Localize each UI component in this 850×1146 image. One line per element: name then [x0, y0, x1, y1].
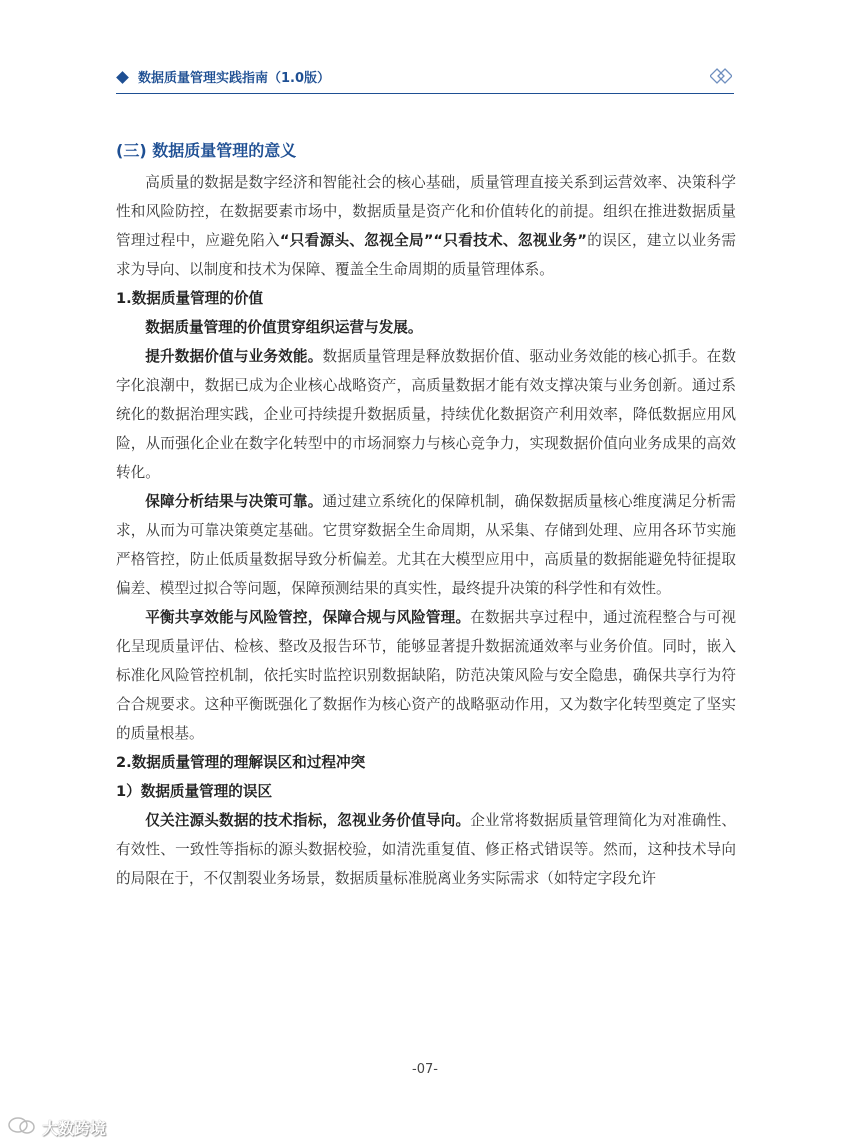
misconception-text: 企业常将数据质量管理简化为对准确性、有效性、一致性等指标的源头数据校验，如清洗重复值、修正格式错误等。然而，这种技术导向的局限在于，不仅割裂业务场景，数据质量标准脱离业务实际需求（如特定字段允许 — [116, 812, 736, 887]
header-title: 数据质量管理实践指南（1.0版） — [138, 71, 331, 86]
value-paragraph-2 — [116, 487, 736, 603]
intro-text-2: 的误区，建立以业务需求为导向、以制度和技术为保障、覆盖全生命周期的质量管理体系。 — [116, 232, 736, 278]
lead-bold: 数据质量管理的价值贯穿组织运营与发展。 — [145, 319, 423, 336]
value-3-bold: 平衡共享效能与风险管控，保障合规与风险管理。 — [145, 609, 471, 626]
intro-bold: “只看源头、忽视全局”“只看技术、忽视业务” — [279, 232, 587, 249]
page-header — [116, 64, 734, 92]
watermark-text: 大数跨境 — [42, 1119, 107, 1138]
watermark — [8, 1114, 128, 1140]
diamond-bullet-icon — [116, 71, 129, 84]
subsection-subtitle: 1）数据质量管理的误区 — [116, 783, 273, 800]
chat-bubble-logo-icon — [8, 1116, 36, 1136]
page-body — [116, 134, 736, 893]
section-intro — [116, 168, 736, 284]
misconception-paragraph — [116, 806, 736, 893]
value-paragraph-3 — [116, 603, 736, 748]
value-1-bold: 提升数据价值与业务效能。 — [145, 348, 323, 365]
misconception-bold: 仅关注源头数据的技术指标，忽视业务价值导向。 — [145, 812, 471, 829]
section-title: (三) 数据质量管理的意义 — [116, 141, 297, 160]
subsection-title-1: 1.数据质量管理的价值 — [116, 290, 264, 307]
value-2-text: 通过建立系统化的保障机制，确保数据质量核心维度满足分析需求，从而为可靠决策奠定基础。它贯穿数据全生命周期，从采集、存储到处理、应用各环节实施严格管控，防止低质量数据导致分析偏差。尤其在大模型应用中，高质量的数据能避免特征提取偏差、模型过拟合等问题，保障预测结果的真实性，最终提升决策的科学性和有效性。 — [116, 493, 736, 597]
subsection1-lead — [116, 313, 736, 342]
header-rule — [116, 93, 734, 94]
value-3-text: 在数据共享过程中，通过流程整合与可视化呈现质量评估、检核、整改及报告环节，能够显著提升数据流通效率与业务价值。同时，嵌入标准化风险管控机制，依托实时监控识别数据缺陷，防范决策风险与安全隐患，确保共享行为符合合规要求。这种平衡既强化了数据作为核心资产的战略驱动作用，又为数字化转型奠定了坚实的质量根基。 — [116, 609, 736, 742]
intro-text-1: 高质量的数据是数字经济和智能社会的核心基础，质量管理直接关系到运营效率、决策科学性和风险防控，在数据要素市场中，数据质量是资产化和价值转化的前提。组织在推进数据质量管理过程中，应避免陷入 — [116, 174, 736, 249]
value-2-bold: 保障分析结果与决策可靠。 — [145, 493, 323, 510]
value-1-text: 数据质量管理是释放数据价值、驱动业务效能的核心抓手。在数字化浪潮中，数据已成为企业核心战略资产，高质量数据才能有效支撑决策与业务创新。通过系统化的数据治理实践，企业可持续提升数据质量，持续优化数据资产利用效率，降低数据应用风险，从而强化企业在数字化转型中的市场洞察力与核心竞争力，实现数据价值向业务成果的高效转化。 — [116, 348, 736, 481]
page-number: -07- — [412, 1062, 438, 1077]
double-diamond-logo-icon — [710, 67, 732, 85]
value-paragraph-1 — [116, 342, 736, 487]
subsection-title-2: 2.数据质量管理的理解误区和过程冲突 — [116, 754, 366, 771]
